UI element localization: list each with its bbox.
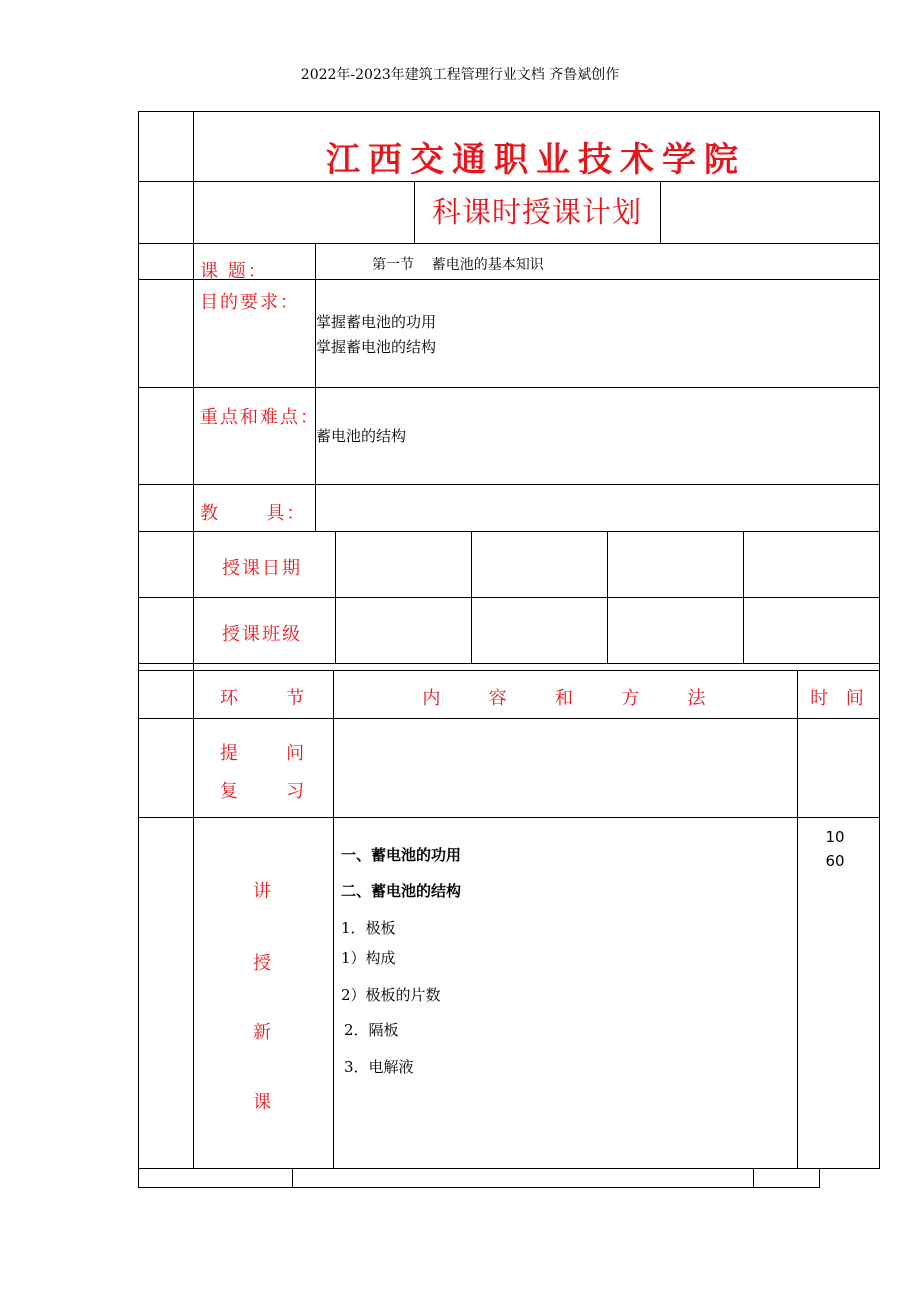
lesson-item: 2）极板的片数 (341, 986, 441, 1004)
content-header: 内 容 和 方 法 (422, 688, 708, 709)
class-label: 授课班级 (222, 624, 302, 645)
review-line-1: 提 问 (219, 743, 307, 764)
stage-char: 讲 (253, 881, 273, 902)
review-line-2: 复 习 (219, 781, 307, 802)
teaching-aids-label: 教 具： (200, 503, 307, 524)
school-name: 江西交通职业技术学院 (326, 140, 746, 180)
date-label: 授课日期 (222, 558, 302, 579)
topic-value: 第一节 蓄电池的基本知识 (372, 257, 544, 273)
time-value: 60 (825, 852, 845, 870)
lesson-item: 1．极板 (341, 919, 396, 937)
time-header: 时 间 (810, 688, 866, 709)
time-value: 10 (825, 828, 845, 846)
topic-label: 课 题： (200, 261, 268, 282)
objectives-list (316, 310, 436, 360)
plan-title: 科课时授课计划 (431, 195, 642, 229)
objectives-label: 目的要求： (200, 292, 300, 313)
key-points-label: 重点和难点： (200, 407, 320, 428)
key-points-value: 蓄电池的结构 (316, 427, 407, 445)
lesson-item: 2．隔板 (344, 1021, 399, 1039)
lesson-item: 二、蓄电池的结构 (341, 882, 462, 900)
objective-item: 掌握蓄电池的结构 (316, 338, 437, 356)
stage-char: 课 (253, 1092, 273, 1113)
lesson-item: 3．电解液 (344, 1058, 414, 1076)
objective-item: 掌握蓄电池的功用 (316, 313, 437, 331)
stage-char: 授 (253, 953, 273, 974)
lesson-item: 1）构成 (341, 949, 396, 967)
page-header: 2022年-2023年建筑工程管理行业文档 齐鲁斌创作 (300, 67, 620, 83)
lesson-item: 一、蓄电池的功用 (341, 846, 462, 864)
stage-header: 环 节 (219, 688, 307, 709)
stage-char: 新 (253, 1022, 273, 1043)
